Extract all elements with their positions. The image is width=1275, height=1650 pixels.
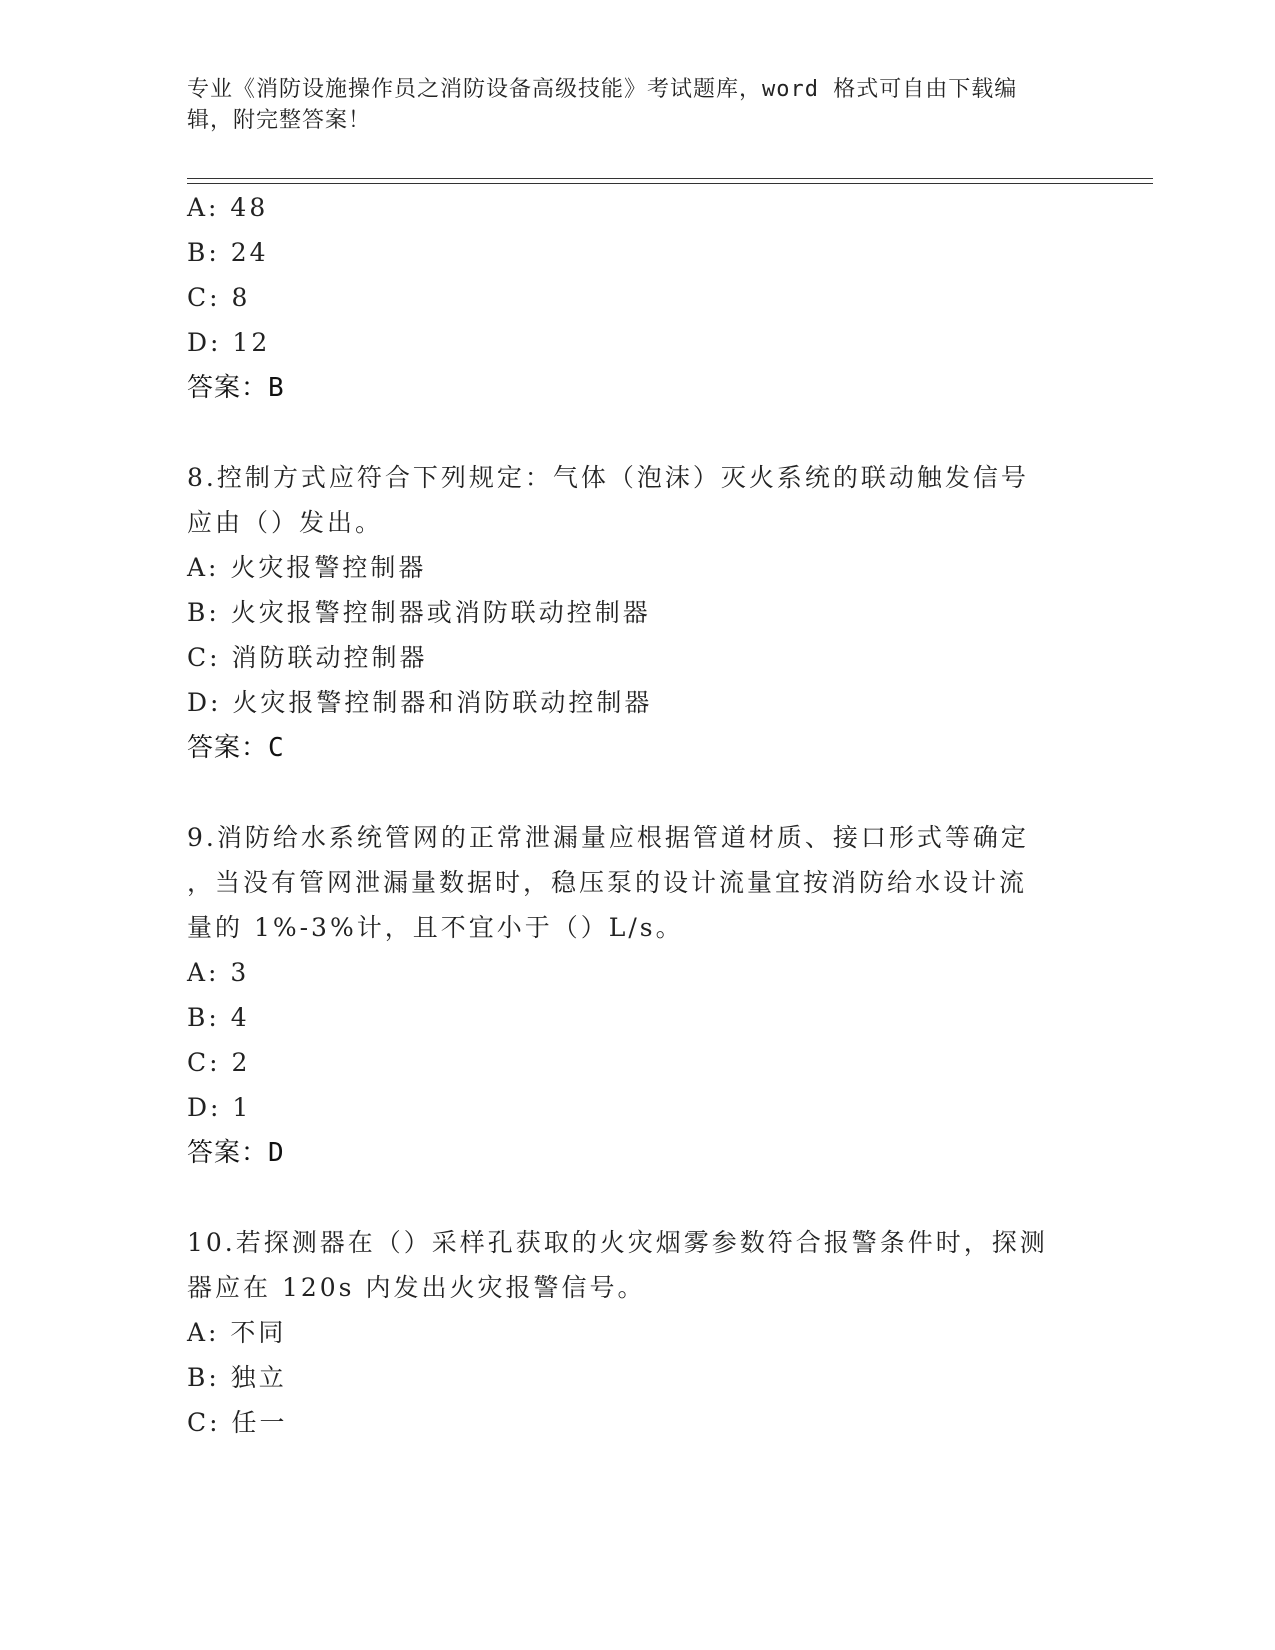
q7-option-c: C: 8 [187, 283, 251, 312]
q10-option-a: A: 不同 [187, 1318, 287, 1347]
header-divider-top [187, 178, 1153, 179]
q9-answer: 答案：D [187, 1138, 285, 1168]
q10-stem-line-2: 器应在 120s 内发出火灾报警信号。 [187, 1273, 646, 1302]
q8-option-c: C: 消防联动控制器 [187, 643, 428, 672]
q8-option-b: B: 火灾报警控制器或消防联动控制器 [187, 598, 651, 627]
header-line-2: 辑，附完整答案！ [187, 108, 372, 133]
q8-stem-line-2: 应由（）发出。 [187, 508, 384, 537]
q9-option-b: B: 4 [187, 1003, 250, 1032]
q7-option-b: B: 24 [187, 238, 269, 267]
q9-option-d: D: 1 [187, 1093, 252, 1122]
q10-option-b: B: 独立 [187, 1363, 287, 1392]
header-divider-bottom [187, 183, 1153, 184]
q9-option-c: C: 2 [187, 1048, 251, 1077]
document-header [187, 74, 1067, 136]
q7-option-a: A: 48 [187, 193, 269, 222]
q10-option-c: C: 任一 [187, 1408, 288, 1437]
q9-stem-line-2: ，当没有管网泄漏量数据时，稳压泵的设计流量宜按消防给水设计流 [187, 868, 1028, 897]
q9-stem-line-1: 9.消防给水系统管网的正常泄漏量应根据管道材质、接口形式等确定 [187, 823, 1029, 852]
q8-option-d: D: 火灾报警控制器和消防联动控制器 [187, 688, 653, 717]
q9-option-a: A: 3 [187, 958, 250, 987]
q8-stem-line-1: 8.控制方式应符合下列规定：气体（泡沫）灭火系统的联动触发信号 [187, 463, 1029, 492]
q9-stem-line-3: 量的 1%-3%计，且不宜小于（）L/s。 [187, 913, 684, 942]
q8-option-a: A: 火灾报警控制器 [187, 553, 427, 582]
q8-answer: 答案：C [187, 733, 285, 763]
header-line-1: 专业《消防设施操作员之消防设备高级技能》考试题库，word 格式可自由下载编 [187, 77, 1018, 102]
q7-option-d: D: 12 [187, 328, 271, 357]
q10-stem-line-1: 10.若探测器在（）采样孔获取的火灾烟雾参数符合报警条件时，探测 [187, 1228, 1048, 1257]
q7-answer: 答案：B [187, 373, 285, 403]
